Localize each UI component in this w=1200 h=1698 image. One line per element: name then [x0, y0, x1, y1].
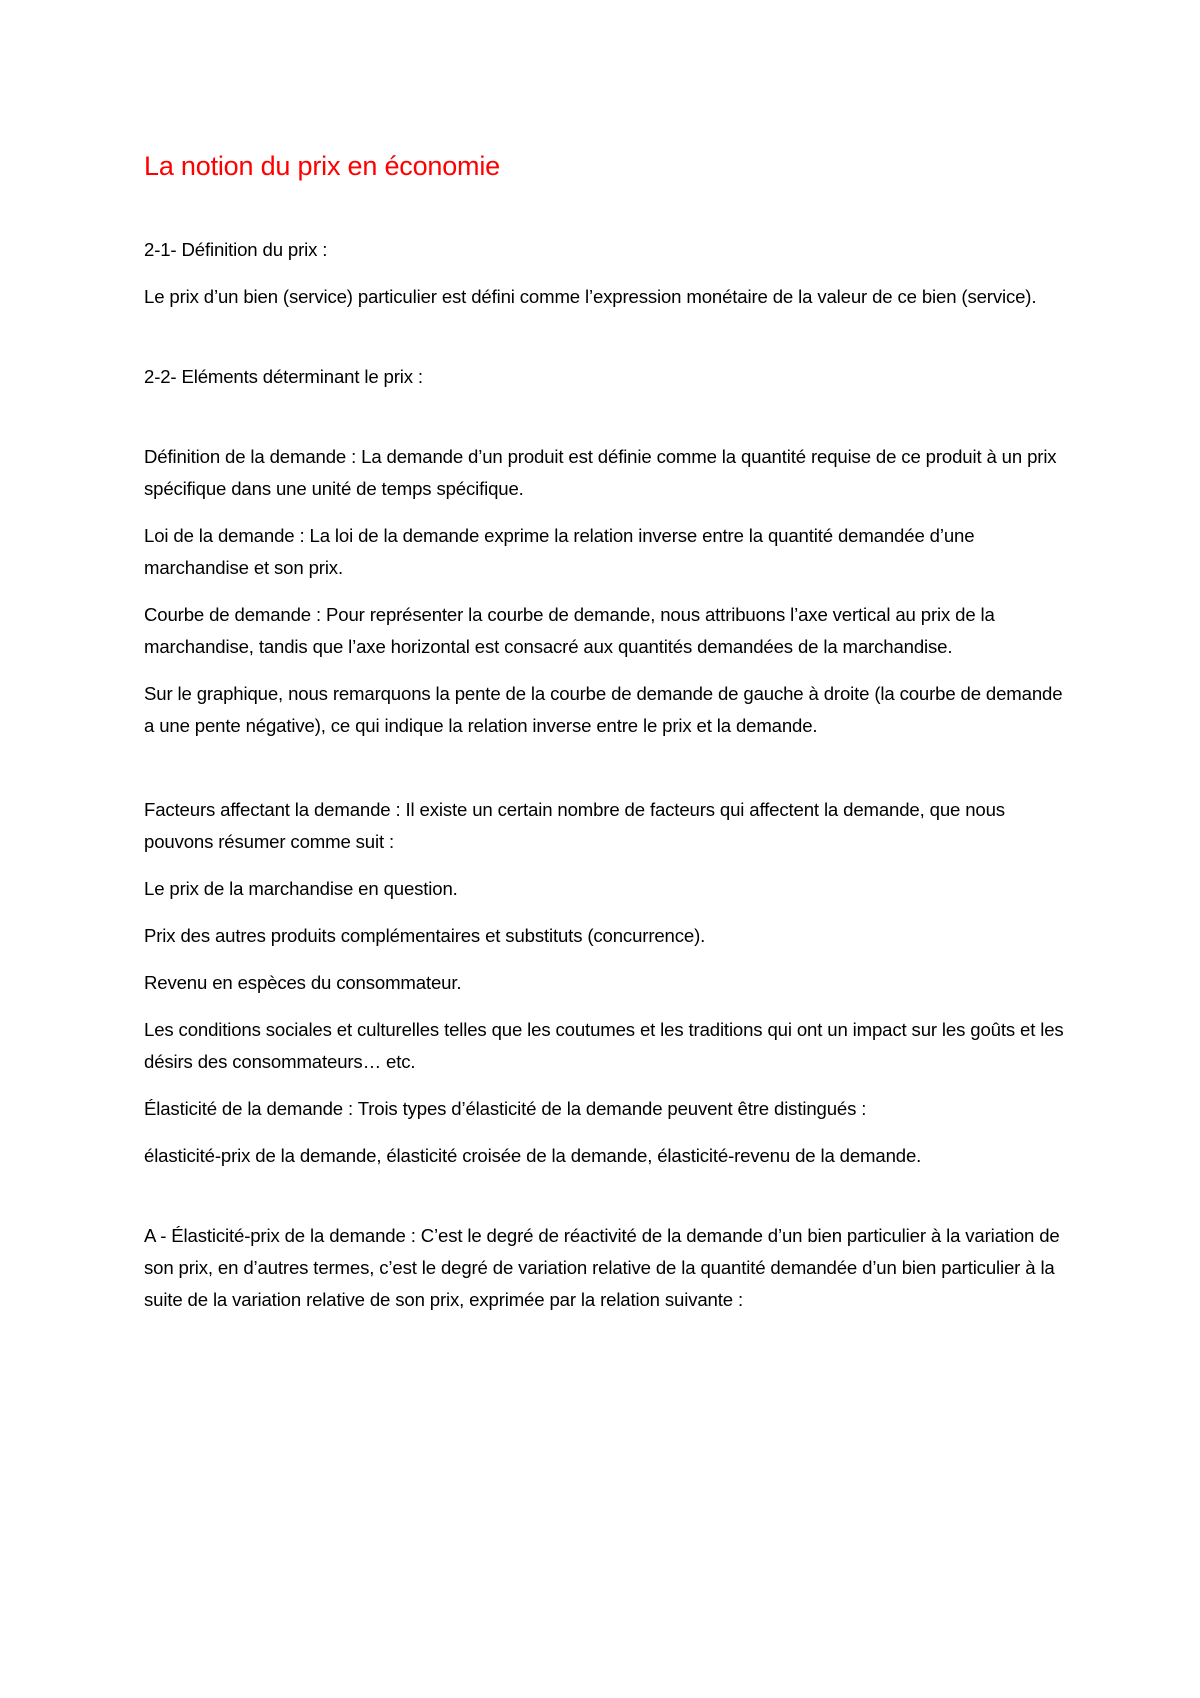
- paragraph-types-elasticite: élasticité-prix de la demande, élasticité croisée de la demande, élasticité-revenu de la demande.: [144, 1145, 922, 1166]
- paragraph-courbe-demande: Courbe de demande : Pour représenter la courbe de demande, nous attribuons l’axe vertical au prix de la marchandise, tandis que l’axe horizontal est consacré aux quantités demandées de la marchandise.: [144, 604, 995, 657]
- section-heading-elements-prix: 2-2- Eléments déterminant le prix :: [144, 366, 423, 387]
- paragraph-loi-demande: Loi de la demande : La loi de la demande exprime la relation inverse entre la quantité demandée d’une marchandise et son prix.: [144, 525, 975, 578]
- list-item-revenu: Revenu en espèces du consommateur.: [144, 972, 462, 993]
- document-body: [144, 146, 1074, 1331]
- paragraph-facteurs-demande: Facteurs affectant la demande : Il existe un certain nombre de facteurs qui affectent la demande, que nous pouvons résumer comme suit :: [144, 799, 1005, 852]
- paragraph-elasticite: Élasticité de la demande : Trois types d’élasticité de la demande peuvent être distingués :: [144, 1098, 867, 1119]
- document-title: La notion du prix en économie: [144, 151, 500, 181]
- list-item-conditions-sociales: Les conditions sociales et culturelles telles que les coutumes et les traditions qui ont un impact sur les goûts et les désirs des consommateurs… etc.: [144, 1019, 1064, 1072]
- paragraph-graphique: Sur le graphique, nous remarquons la pente de la courbe de demande de gauche à droite (la courbe de demande a une pente négative), ce qui indique la relation inverse entre le prix et la demande.: [144, 683, 1063, 736]
- section-heading-definition-prix: 2-1- Définition du prix :: [144, 239, 328, 260]
- paragraph-elasticite-prix: A - Élasticité-prix de la demande : C’est le degré de réactivité de la demande d’un bien particulier à la variation de son prix, en d’autres termes, c’est le degré de variation relative de la quantité demandée d’un bien particulier à la suite de la variation relative de son prix, exprimée par la relation suivante :: [144, 1225, 1060, 1310]
- paragraph-definition-prix: Le prix d’un bien (service) particulier est défini comme l’expression monétaire de la valeur de ce bien (service).: [144, 286, 1037, 307]
- list-item-prix-autres-produits: Prix des autres produits complémentaires et substituts (concurrence).: [144, 925, 706, 946]
- paragraph-definition-demande: Définition de la demande : La demande d’un produit est définie comme la quantité requise de ce produit à un prix spécifique dans une unité de temps spécifique.: [144, 446, 1057, 499]
- list-item-prix-marchandise: Le prix de la marchandise en question.: [144, 878, 458, 899]
